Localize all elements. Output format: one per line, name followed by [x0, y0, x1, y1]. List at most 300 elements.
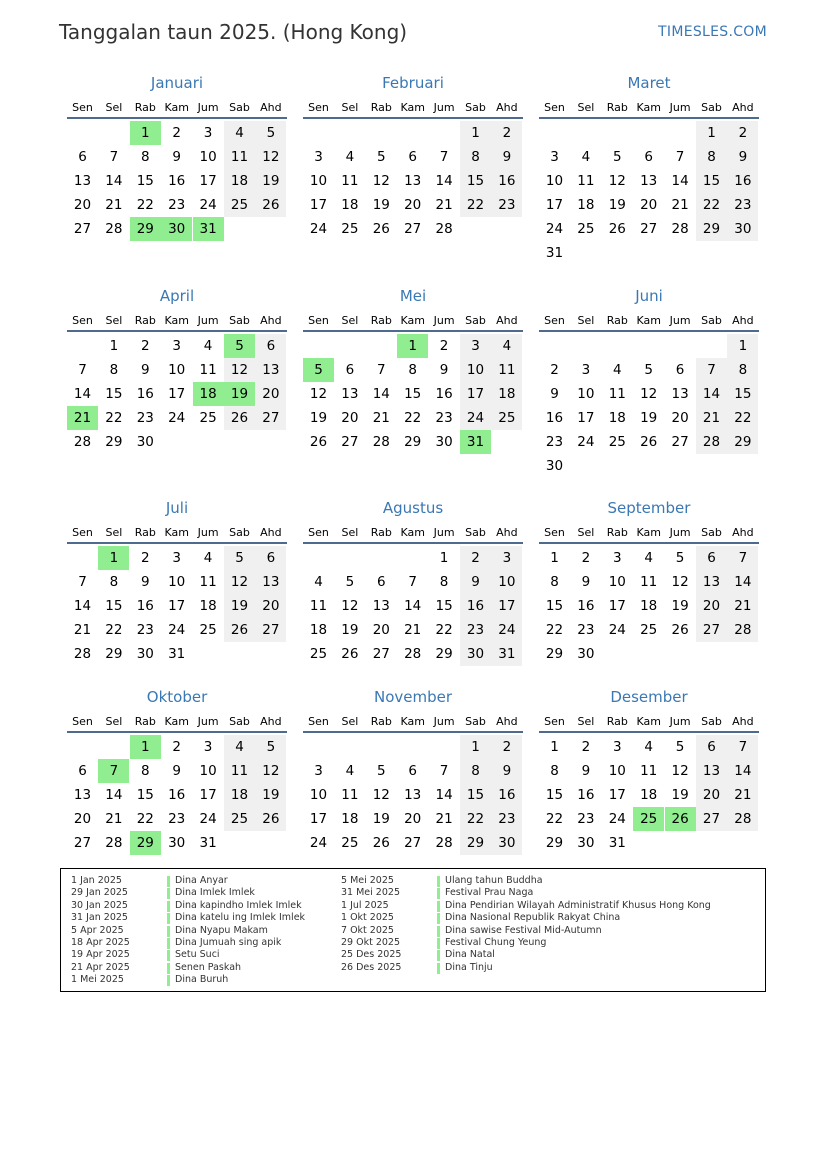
holiday-name: Setu Suci [175, 949, 220, 961]
weekday-label: Sen [72, 314, 93, 327]
day-cell: 5 [377, 763, 386, 779]
day-cell: 13 [640, 173, 658, 189]
day-cell: 3 [550, 149, 559, 165]
day-cell: 25 [224, 193, 255, 217]
day-cell: 11 [640, 574, 658, 590]
day-cell: 2 [581, 550, 591, 566]
weekday-label: Kam [164, 101, 189, 114]
day-cell: 2 [550, 362, 559, 378]
weekday-label: Kam [636, 101, 661, 114]
day-cell: 27 [404, 221, 422, 237]
weekday-label: Sen [308, 314, 329, 327]
month-title: Maret [627, 74, 671, 92]
day-cell: 25 [633, 807, 664, 831]
brand-logo-text[interactable]: TIMESLES.COM [658, 24, 767, 40]
month-title: Juli [165, 499, 189, 517]
day-cell: 24 [199, 197, 217, 213]
day-cell: 3 [581, 362, 591, 378]
day-cell: 1 [397, 334, 428, 358]
day-cell: 18 [193, 382, 224, 406]
day-cell: 26 [608, 221, 626, 237]
day-cell: 18 [199, 598, 217, 614]
weekday-label: Rab [370, 101, 392, 114]
day-cell: 24 [309, 835, 328, 851]
day-cell: 26 [255, 807, 286, 831]
day-cell: 4 [345, 149, 355, 165]
day-cell: 20 [255, 382, 286, 406]
day-cell: 24 [608, 811, 626, 827]
day-cell: 8 [727, 358, 758, 382]
holiday-date: 7 Okt 2025 [341, 924, 394, 936]
day-cell: 19 [255, 783, 286, 807]
month-header-rule [303, 731, 523, 733]
page-title: Tanggalan taun 2025. (Hong Kong) [59, 20, 408, 44]
day-cell: 26 [671, 622, 689, 638]
day-cell: 27 [255, 618, 286, 642]
holiday-marker [437, 876, 440, 887]
day-cell: 21 [67, 406, 98, 430]
day-cell: 14 [435, 173, 453, 189]
day-cell: 10 [545, 173, 564, 189]
day-cell: 15 [545, 787, 564, 803]
day-cell: 6 [696, 546, 727, 570]
day-cell: 27 [696, 618, 727, 642]
day-cell: 11 [224, 759, 255, 783]
weekday-label: Sel [341, 526, 359, 539]
holiday-date: 25 Des 2025 [341, 949, 402, 961]
month-header-rule [67, 117, 287, 119]
day-cell: 13 [671, 386, 689, 402]
day-cell: 3 [314, 763, 323, 779]
day-cell: 26 [224, 406, 255, 430]
day-cell: 12 [224, 358, 255, 382]
legend-row [341, 962, 761, 974]
weekday-label: Sab [701, 715, 722, 728]
day-cell: 2 [172, 125, 181, 141]
day-cell: 9 [550, 386, 559, 402]
day-cell: 15 [696, 169, 727, 193]
weekday-label: Sab [701, 526, 722, 539]
day-cell: 13 [696, 759, 727, 783]
day-cell: 28 [105, 835, 123, 851]
day-cell: 3 [172, 550, 181, 566]
day-cell: 5 [224, 334, 255, 358]
weekday-label: Kam [636, 526, 661, 539]
day-cell: 31 [199, 835, 217, 851]
day-cell: 23 [491, 193, 522, 217]
weekday-label: Kam [400, 526, 425, 539]
day-cell: 21 [404, 622, 422, 638]
day-cell: 4 [203, 550, 213, 566]
day-cell: 15 [460, 169, 491, 193]
day-cell: 29 [105, 434, 123, 450]
day-cell: 9 [491, 145, 522, 169]
day-cell: 17 [608, 787, 626, 803]
day-cell: 10 [199, 149, 217, 165]
weekday-label: Sel [577, 715, 595, 728]
weekday-label: Ahd [732, 314, 754, 327]
day-cell: 17 [491, 594, 522, 618]
day-cell: 22 [460, 193, 491, 217]
month-juli [67, 493, 287, 683]
day-cell: 2 [581, 739, 591, 755]
day-cell: 16 [545, 410, 564, 426]
day-cell: 15 [136, 173, 154, 189]
holiday-date: 31 Jan 2025 [71, 912, 128, 924]
day-cell: 7 [377, 362, 386, 378]
day-cell: 2 [172, 739, 181, 755]
weekday-label: Ahd [496, 526, 518, 539]
holiday-date: 5 Apr 2025 [71, 924, 124, 936]
weekday-label: Sel [105, 715, 123, 728]
day-cell: 23 [168, 197, 186, 213]
day-cell: 14 [727, 570, 758, 594]
weekday-label: Jum [433, 715, 455, 728]
day-cell: 26 [665, 807, 696, 831]
day-cell: 6 [696, 735, 727, 759]
day-cell: 24 [168, 622, 186, 638]
day-cell: 24 [608, 622, 626, 638]
day-cell: 27 [73, 221, 92, 237]
weekday-label: Sen [72, 715, 93, 728]
day-cell: 24 [460, 406, 491, 430]
day-cell: 8 [460, 759, 491, 783]
day-cell: 8 [696, 145, 727, 169]
day-cell: 10 [199, 763, 217, 779]
day-cell: 3 [314, 149, 323, 165]
day-cell: 26 [372, 221, 390, 237]
day-cell: 24 [199, 811, 217, 827]
day-cell: 20 [671, 410, 689, 426]
day-cell: 21 [372, 410, 390, 426]
weekday-label: Jum [669, 526, 691, 539]
day-cell: 29 [727, 430, 758, 454]
day-cell: 22 [545, 622, 564, 638]
legend-row [341, 875, 761, 887]
weekday-label: Kam [164, 526, 189, 539]
day-cell: 4 [345, 763, 355, 779]
holiday-legend [60, 868, 766, 992]
day-cell: 16 [168, 173, 186, 189]
day-cell: 26 [224, 618, 255, 642]
month-header-rule [67, 731, 287, 733]
day-cell: 19 [640, 410, 658, 426]
holiday-marker [437, 950, 440, 961]
day-cell: 10 [309, 787, 328, 803]
day-cell: 10 [608, 763, 626, 779]
day-cell: 18 [491, 382, 522, 406]
day-cell: 11 [224, 145, 255, 169]
day-cell: 8 [439, 574, 449, 590]
holiday-date: 1 Jul 2025 [341, 899, 389, 911]
day-cell: 7 [78, 362, 87, 378]
month-oktober [67, 682, 287, 872]
day-cell: 16 [136, 386, 154, 402]
day-cell: 25 [199, 410, 217, 426]
day-cell: 10 [608, 574, 626, 590]
weekday-label: Ahd [496, 101, 518, 114]
day-cell: 27 [640, 221, 658, 237]
holiday-marker [167, 963, 170, 974]
day-cell: 9 [460, 570, 491, 594]
day-cell: 30 [136, 646, 154, 662]
day-cell: 23 [491, 807, 522, 831]
day-cell: 5 [613, 149, 622, 165]
holiday-marker [167, 888, 170, 899]
legend-row [341, 912, 761, 924]
day-cell: 10 [168, 574, 186, 590]
holiday-marker [437, 926, 440, 937]
day-cell: 30 [577, 646, 595, 662]
day-cell: 20 [404, 811, 422, 827]
day-cell: 23 [136, 622, 154, 638]
day-cell: 30 [136, 434, 154, 450]
day-cell: 20 [696, 594, 727, 618]
day-cell: 2 [439, 338, 449, 354]
holiday-name: Dina Natal [445, 949, 495, 961]
month-header-rule [539, 330, 759, 332]
day-cell: 6 [255, 546, 286, 570]
weekday-label: Sel [341, 314, 359, 327]
day-cell: 11 [608, 386, 626, 402]
day-cell: 1 [550, 739, 559, 755]
day-cell: 17 [608, 598, 626, 614]
day-cell: 18 [640, 598, 658, 614]
month-header-rule [67, 542, 287, 544]
day-cell: 14 [73, 386, 92, 402]
day-cell: 21 [727, 783, 758, 807]
weekday-label: Rab [606, 526, 628, 539]
weekday-label: Rab [370, 715, 392, 728]
month-header-rule [539, 542, 759, 544]
month-title: Agustus [382, 499, 444, 517]
day-cell: 3 [203, 739, 213, 755]
weekday-label: Ahd [260, 715, 282, 728]
month-januari [67, 68, 287, 258]
day-cell: 18 [608, 410, 626, 426]
day-cell: 11 [577, 173, 595, 189]
month-november [303, 682, 523, 872]
holiday-name: Ulang tahun Buddha [445, 875, 543, 886]
day-cell: 18 [577, 197, 595, 213]
day-cell: 2 [491, 121, 522, 145]
day-cell: 8 [141, 763, 150, 779]
holiday-name: Dina Anyar [175, 875, 228, 886]
weekday-label: Rab [370, 526, 392, 539]
day-cell: 16 [168, 787, 186, 803]
day-cell: 11 [640, 763, 658, 779]
weekday-label: Sab [701, 101, 722, 114]
weekday-label: Ahd [732, 715, 754, 728]
day-cell: 25 [309, 646, 328, 662]
weekday-label: Sel [577, 526, 595, 539]
holiday-marker [167, 938, 170, 949]
day-cell: 8 [109, 574, 119, 590]
day-cell: 19 [671, 598, 689, 614]
day-cell: 12 [309, 386, 328, 402]
day-cell: 18 [224, 169, 255, 193]
day-cell: 9 [141, 362, 150, 378]
day-cell: 3 [613, 739, 622, 755]
day-cell: 10 [168, 362, 186, 378]
day-cell: 1 [696, 121, 727, 145]
day-cell: 20 [404, 197, 422, 213]
holiday-date: 26 Des 2025 [341, 961, 402, 973]
month-title: September [607, 499, 691, 517]
day-cell: 24 [168, 410, 186, 426]
day-cell: 7 [98, 759, 129, 783]
holiday-date: 30 Jan 2025 [71, 899, 128, 911]
day-cell: 12 [224, 570, 255, 594]
weekday-label: Sen [308, 715, 329, 728]
holiday-name: Senen Paskah [175, 961, 242, 973]
month-april [67, 281, 287, 471]
day-cell: 7 [439, 149, 449, 165]
day-cell: 14 [727, 759, 758, 783]
day-cell: 29 [545, 835, 564, 851]
day-cell: 5 [255, 735, 286, 759]
day-cell: 12 [255, 759, 286, 783]
day-cell: 25 [577, 221, 595, 237]
day-cell: 11 [341, 173, 359, 189]
day-cell: 28 [435, 221, 453, 237]
holiday-date: 5 Mei 2025 [341, 875, 394, 886]
day-cell: 6 [255, 334, 286, 358]
day-cell: 18 [341, 811, 359, 827]
weekday-label: Ahd [732, 526, 754, 539]
day-cell: 16 [491, 783, 522, 807]
day-cell: 28 [73, 434, 92, 450]
day-cell: 19 [309, 410, 328, 426]
weekday-label: Jum [197, 715, 219, 728]
day-cell: 6 [644, 149, 653, 165]
day-cell: 1 [439, 550, 449, 566]
holiday-date: 1 Mei 2025 [71, 974, 124, 986]
day-cell: 8 [550, 763, 559, 779]
day-cell: 21 [435, 811, 453, 827]
day-cell: 23 [577, 622, 595, 638]
day-cell: 15 [545, 598, 564, 614]
day-cell: 7 [439, 763, 449, 779]
day-cell: 22 [727, 406, 758, 430]
weekday-label: Sel [341, 715, 359, 728]
day-cell: 3 [203, 125, 213, 141]
day-cell: 26 [341, 646, 359, 662]
weekday-label: Rab [134, 715, 156, 728]
day-cell: 17 [309, 811, 328, 827]
weekday-label: Rab [134, 526, 156, 539]
day-cell: 27 [671, 434, 689, 450]
holiday-name: Dina Tinju [445, 961, 493, 973]
month-title: Juni [635, 287, 663, 305]
month-header-rule [539, 731, 759, 733]
holiday-name: Dina kapindho Imlek Imlek [175, 899, 302, 911]
month-title: Januari [150, 74, 204, 92]
day-cell: 30 [727, 217, 758, 241]
day-cell: 29 [435, 646, 453, 662]
day-cell: 23 [435, 410, 453, 426]
legend-row [71, 974, 491, 986]
day-cell: 9 [172, 763, 181, 779]
day-cell: 29 [460, 831, 491, 855]
day-cell: 23 [168, 811, 186, 827]
weekday-label: Jum [669, 715, 691, 728]
day-cell: 14 [671, 173, 689, 189]
day-cell: 25 [341, 221, 359, 237]
day-cell: 23 [460, 618, 491, 642]
day-cell: 13 [73, 787, 92, 803]
weekday-label: Jum [197, 526, 219, 539]
weekday-label: Kam [164, 715, 189, 728]
day-cell: 14 [404, 598, 422, 614]
day-cell: 8 [460, 145, 491, 169]
day-cell: 6 [408, 763, 417, 779]
day-cell: 3 [172, 338, 181, 354]
month-title: Desember [610, 688, 688, 706]
day-cell: 9 [439, 362, 449, 378]
weekday-label: Ahd [260, 314, 282, 327]
weekday-label: Sab [465, 526, 486, 539]
holiday-name: Dina Buruh [175, 974, 229, 986]
day-cell: 26 [372, 835, 390, 851]
weekday-label: Sen [308, 526, 329, 539]
day-cell: 28 [372, 434, 390, 450]
day-cell: 14 [105, 787, 123, 803]
month-header-rule [303, 330, 523, 332]
day-cell: 4 [644, 550, 653, 566]
day-cell: 19 [372, 811, 390, 827]
weekday-label: Sab [229, 715, 250, 728]
day-cell: 17 [168, 386, 186, 402]
day-cell: 15 [727, 382, 758, 406]
day-cell: 16 [136, 598, 154, 614]
day-cell: 31 [193, 217, 224, 241]
month-desember [539, 682, 759, 872]
holiday-date: 29 Okt 2025 [341, 936, 401, 948]
weekday-label: Rab [370, 314, 392, 327]
day-cell: 12 [255, 145, 286, 169]
day-cell: 21 [105, 197, 123, 213]
day-cell: 10 [491, 570, 522, 594]
day-cell: 24 [577, 434, 595, 450]
day-cell: 23 [545, 434, 564, 450]
holiday-date: 31 Mei 2025 [341, 887, 400, 899]
day-cell: 12 [341, 598, 359, 614]
weekday-label: Sab [465, 314, 486, 327]
day-cell: 21 [105, 811, 123, 827]
day-cell: 23 [727, 193, 758, 217]
holiday-name: Dina Imlek Imlek [175, 887, 255, 899]
day-cell: 25 [640, 622, 658, 638]
day-cell: 9 [491, 759, 522, 783]
legend-row [341, 900, 761, 912]
day-cell: 12 [671, 574, 689, 590]
weekday-label: Sel [577, 314, 595, 327]
day-cell: 4 [314, 574, 323, 590]
day-cell: 22 [105, 622, 123, 638]
day-cell: 25 [491, 406, 522, 430]
day-cell: 4 [491, 334, 522, 358]
day-cell: 15 [105, 386, 123, 402]
weekday-label: Sen [308, 101, 329, 114]
day-cell: 19 [372, 197, 390, 213]
weekday-label: Ahd [496, 314, 518, 327]
day-cell: 17 [577, 410, 595, 426]
day-cell: 24 [491, 618, 522, 642]
day-cell: 12 [608, 173, 626, 189]
day-cell: 17 [460, 382, 491, 406]
holiday-marker [167, 950, 170, 961]
